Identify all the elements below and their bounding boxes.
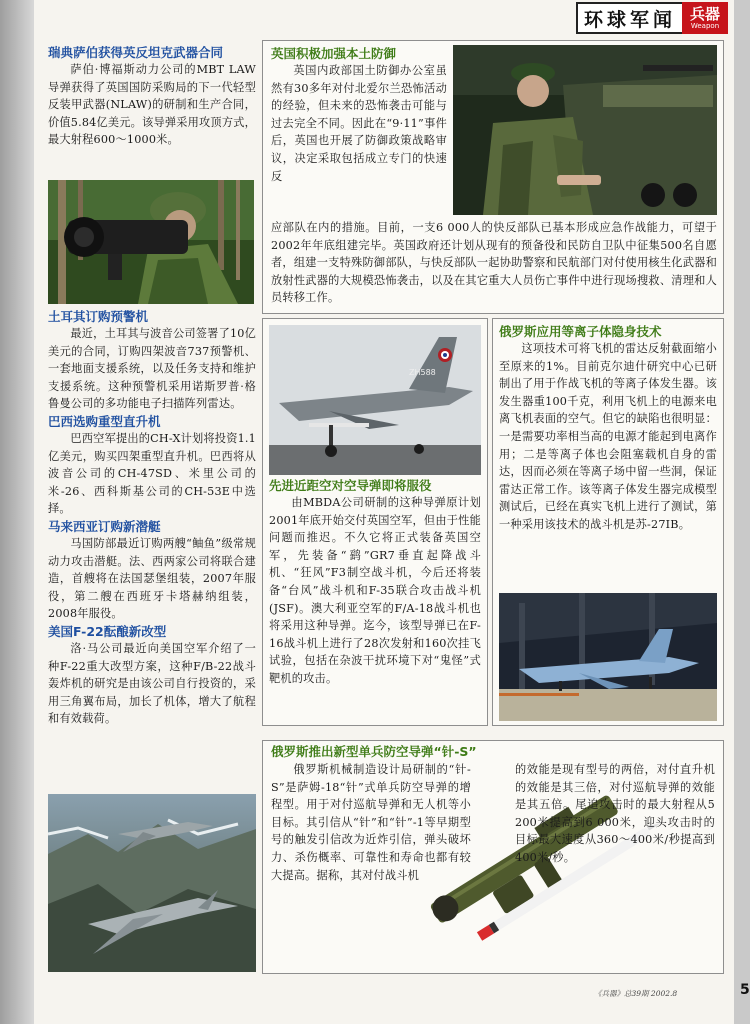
- article-title: 美国F-22酝酿新改型: [48, 623, 167, 639]
- aircraft-tail-code: ZH588: [409, 368, 436, 377]
- article-turkey: [48, 308, 256, 413]
- article-malaysia: [48, 518, 256, 623]
- magazine-page: [34, 0, 750, 1024]
- article-plasma-text: [499, 323, 717, 534]
- article-title: 先进近距空对空导弹即将服役: [269, 478, 432, 493]
- article-uk-defense-text-full: [271, 219, 717, 307]
- article-body: 最近，土耳其与波音公司签署了10亿美元的合同，订购四架波音737预警机、一套地面支援系统，以及任务支持和维护支援系统。这种预警机采用诺斯罗普·格鲁曼公司的多功能电子扫描阵列雷达。: [48, 327, 256, 411]
- article-missile-text: [269, 477, 481, 688]
- article-igla-title-wrap: [271, 743, 711, 760]
- article-body: 这项技术可将飞机的雷达反射截面缩小至原来的1%。目前克尔迪什研究中心已研制出了用于作战飞机的等离子体发生器。该发生器重100千克，利用飞机上的电源来电离飞机表面的空气。但它的缺陷也很明显：一是需要功率相当高的电源才能起到电离作用；二是等离子体也会阻塞载机自身的雷达，因而必须在等离子场中留一些洞，保证雷达正常工作。该等离子体发生器完成模型测试后，已经在真实飞机上进行了测试，第一种采用该技术的战斗机是苏-27IB。: [499, 342, 717, 531]
- masthead-brand-logo: [682, 2, 728, 34]
- article-title: 英国积极加强本土防御: [271, 46, 397, 61]
- article-body-full: 应部队在内的措施。目前，一支6 000人的快反部队已基本形成应急作战能力，可望于2002年年底组建完毕。英国政府还计划从现有的预备役和民防自卫队中征集500名自愿者，组建一支特殊防御部队，与快反部队一起协助警察和民航部门对付使用核生化武器和放射性武器的大规模恐怖袭击，以及在其它重大人员伤亡事件中进行现场搜救、清理和人员转移工作。: [271, 221, 717, 305]
- left-column: [48, 44, 256, 149]
- article-title: 马来西亚订购新潜艇: [48, 518, 161, 534]
- article-body: 由MBDA公司研制的这种导弹原计划2001年底开始交付英国空军，但由于性能问题而推迟。不久它将正式装备英国空军，先装备“鹞”GR7垂直起降战斗机、“狂风”F3制空战斗机，今后还将装备“台风”战斗机和F-35联合攻击战斗机(JSF)。澳大利亚空军的F/A-18战斗机也将采用这种导弹。迄今，该型导弹已在F-16战斗机上进行了28次发射和160次挂飞试验，包括在杂波干扰环境下对“鬼怪”式靶机的攻击。: [269, 496, 481, 685]
- photo-nlaw-soldier: [48, 180, 254, 304]
- journal-footer: 《兵器》总39期 2002.8: [594, 989, 678, 998]
- masthead: [576, 2, 728, 34]
- photo-aircraft-with-missile: [269, 325, 481, 475]
- article-title: 土耳其订购预警机: [48, 309, 149, 324]
- left-column-lower: [48, 308, 256, 728]
- article-igla-text-right: [515, 761, 715, 867]
- article-body-wrap: 英国内政部国土防御办公室虽然有30多年对付北爱尔兰恐怖活动的经验，但未来的恐怖袭击可能与过去完全不同。因此在“9·11”事件后，英国也开展了防御政策战略审议，决定采取包括成立专门的快速反: [271, 64, 447, 183]
- page-gutter-shadow: [0, 0, 34, 1024]
- article-body: 洛·马公司最近向美国空军介绍了一种F-22重大改型方案，这种F/B-22战斗轰炸机的研究是由该公司自行投资的，采用三角翼布局，加长了机体，增大了航程和有效载荷。: [48, 641, 256, 726]
- photo-fb22-aircraft: [48, 794, 256, 972]
- article-saab: [48, 44, 256, 149]
- article-igla-box: [262, 740, 724, 974]
- article-uk-defense-box: [262, 40, 724, 314]
- article-body-right: 的效能是现有型号的两倍，对付直升机的效能是其三倍，对付巡航导弹的效能是其五倍。尾追攻击时的最大射程从5 200米提高到6 000米，迎头攻击时的目标最大速度从360～400米/秒提高到400米/秒。: [515, 763, 715, 864]
- article-body: 马国防部最近订购两艘“鲉鱼”级常规动力攻击潜艇。法、西两家公司将联合建造，首艘将在法国瑟堡组装，2007年服役，第二艘在西班牙卡塔赫纳组装，2008年服役。: [48, 536, 256, 621]
- article-title: 俄罗斯应用等离子体隐身技术: [499, 324, 662, 339]
- masthead-brand-en: Weapon: [690, 21, 720, 30]
- masthead-title: 环球军闻: [576, 2, 682, 34]
- article-title: 俄罗斯推出新型单兵防空导弹“针-S”: [271, 744, 477, 759]
- article-body: 萨伯·博福斯动力公司的MBT LAW导弹获得了英国国防采购局的下一代轻型反装甲武器(NLAW)的研制和生产合同，价值5.84亿美元。该导弹采用攻顶方式，最大射程600～1000米。: [48, 63, 256, 147]
- photo-su27ib-hangar: [499, 593, 717, 721]
- page-number: 5: [740, 982, 750, 998]
- article-missile-box: [262, 318, 488, 726]
- article-body-left: 俄罗斯机械制造设计局研制的“针-S”是萨姆-18“针”式单兵防空导弹的增程型。用于对付巡航导弹和无人机等小目标。其引信从“针”和“针”-1等早期型号的触发引信改为近炸引信，弹头破坏力、杀伤概率、可靠性和寿命也都有较大提高。据称，其对付战斗机: [271, 763, 471, 882]
- masthead-brand-text: 兵器: [689, 4, 720, 23]
- photo-uk-soldiers-tank: [453, 45, 717, 215]
- article-brazil: [48, 413, 256, 518]
- article-body: 巴西空军提出的CH-X计划将投资1.1亿美元，购买四架重型直升机。巴西将从波音公司的CH-47SD、米里公司的米-26、西科斯基公司的CH-53E中选择。: [48, 431, 256, 516]
- article-f22: [48, 623, 256, 728]
- article-title: 巴西选购重型直升机: [48, 413, 161, 429]
- article-plasma-box: [492, 318, 724, 726]
- article-title: 瑞典萨伯获得英反坦克武器合同: [48, 45, 224, 60]
- article-uk-defense-text: [271, 45, 447, 185]
